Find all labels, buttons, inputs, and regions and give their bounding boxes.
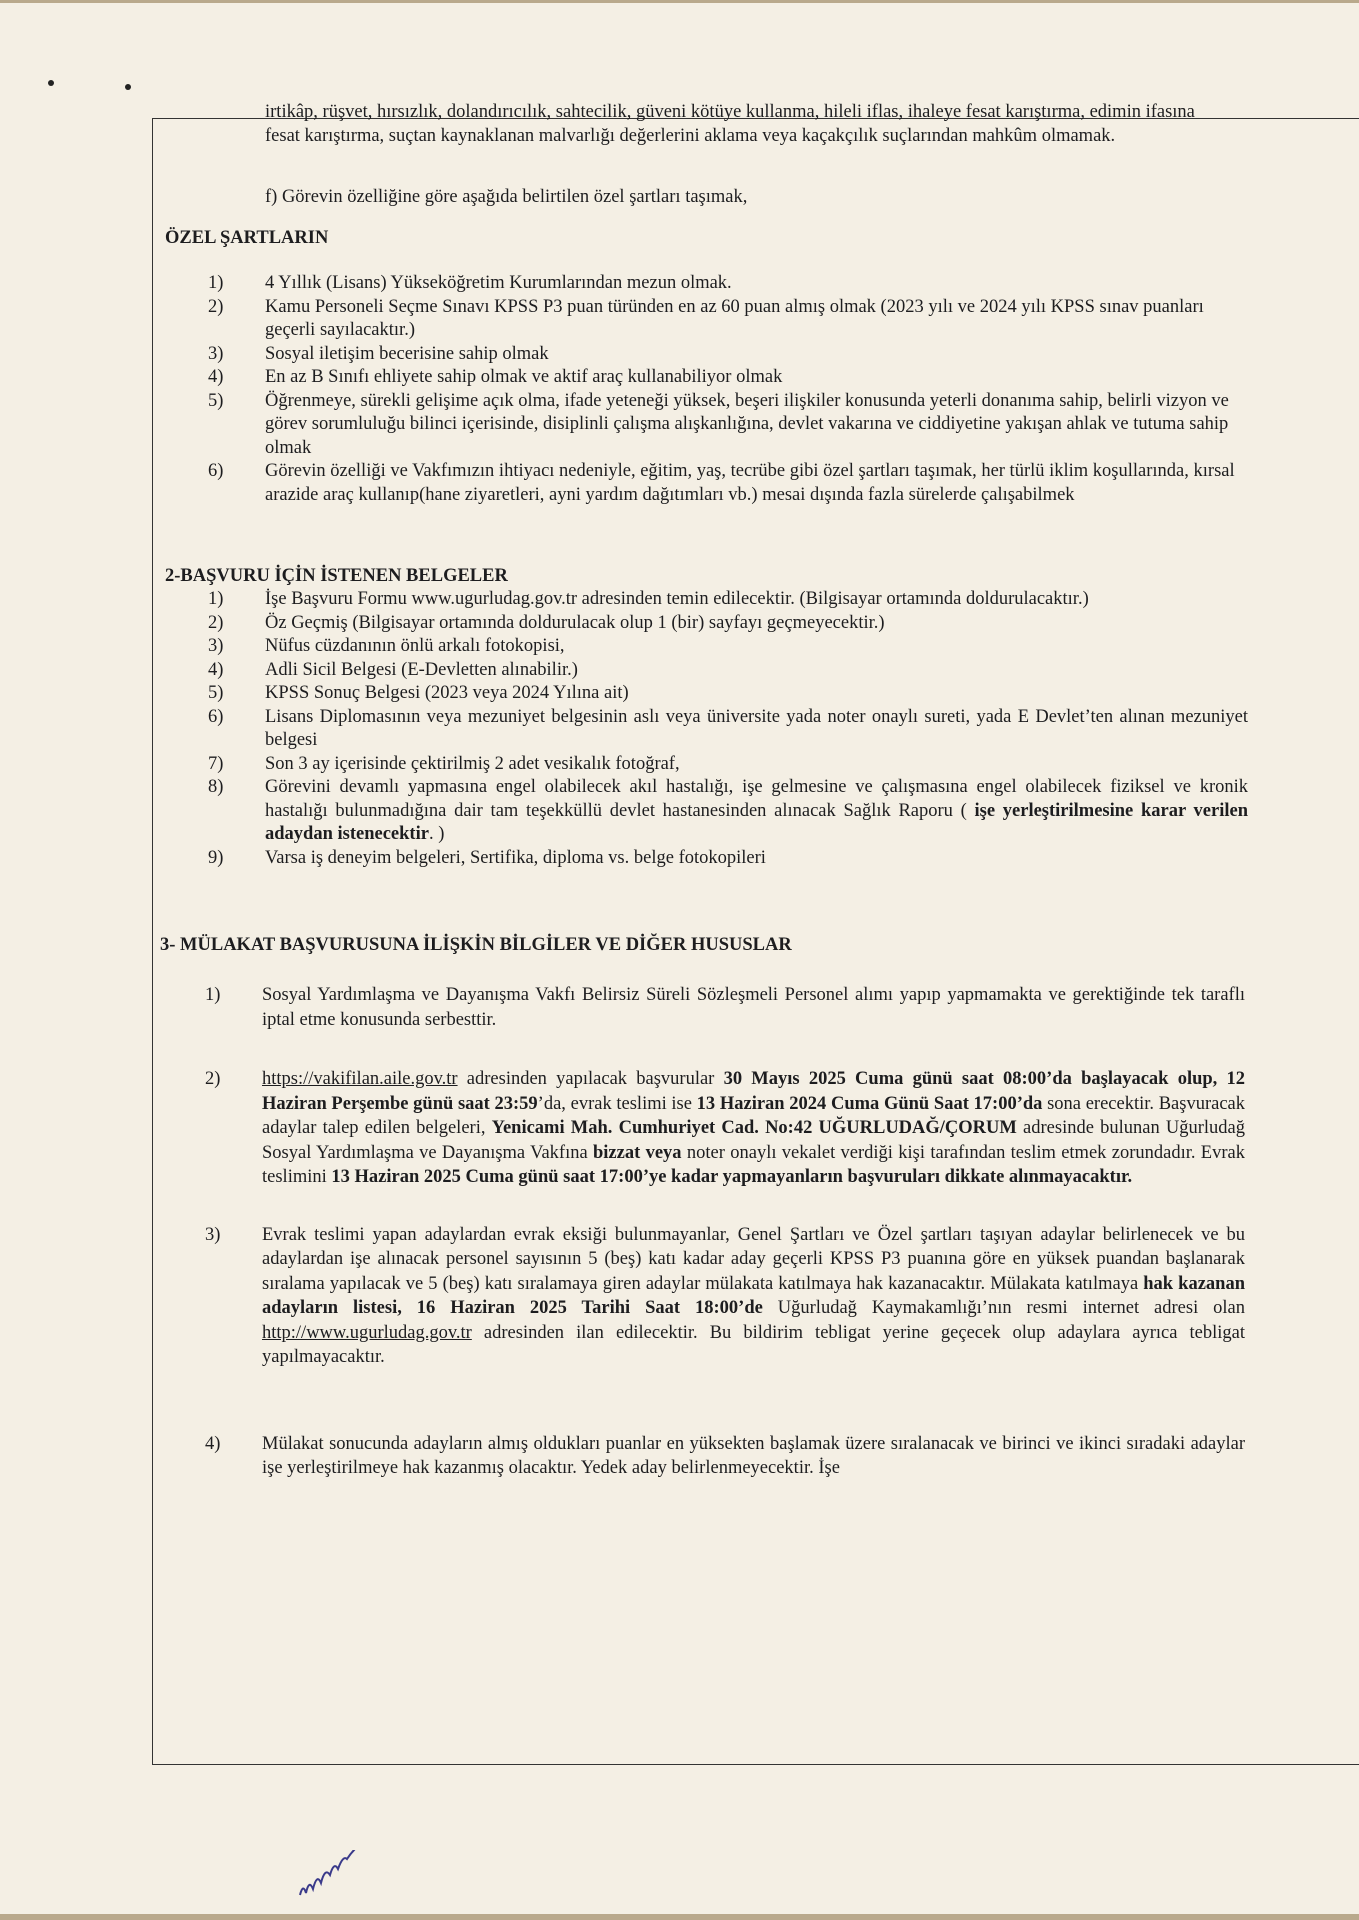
- section-heading-belgeler: 2-BAŞVURU İÇİN İSTENEN BELGELER: [165, 566, 508, 586]
- list-item: [208, 682, 1248, 706]
- text-segment: Görevini devamlı yapmasına engel olabilecek akıl hastalığı, işe gelmesine ve çalışmasına engel olabilecek fiziksel ve kronik hastalığı bulunmadığına dair tam teşekküllü devlet hastanesinden alınacak Sağlık Raporu (: [265, 777, 1248, 821]
- mulakat-list: [205, 983, 1245, 1481]
- list-item-text: [265, 272, 1248, 296]
- list-item-number: 3): [205, 1224, 221, 1245]
- list-item-number: 4): [208, 659, 224, 680]
- text-segment: Kamu Personeli Seçme Sınavı KPSS P3 puan türünden en az 60 puan almış olmak (2023 yılı ve 2024 yılı KPSS sınav puanları geçerli sayılacaktır.): [265, 296, 1204, 340]
- bold-text: Yenicami Mah. Cumhuriyet Cad. No:42 UĞURLUDAĞ/ÇORUM: [491, 1118, 1017, 1138]
- bold-text: 13 Haziran 2025 Cuma günü saat 17:00’ye kadar yapmayanların başvuruları dikkate alınmayacaktır.: [331, 1167, 1133, 1187]
- list-item-number: 9): [208, 847, 224, 868]
- list-item: [208, 753, 1248, 777]
- text-segment: KPSS Sonuç Belgesi (2023 veya 2024 Yılına ait): [265, 683, 629, 703]
- text-segment: ’da, evrak teslimi ise: [537, 1093, 697, 1114]
- list-item-text: [265, 366, 1248, 390]
- list-item-number: 4): [205, 1433, 221, 1454]
- list-item: [208, 847, 1248, 871]
- list-item-text: [265, 635, 1248, 659]
- list-item: [208, 635, 1248, 659]
- handwritten-initials: [295, 1850, 370, 1905]
- list-item-number: 2): [208, 612, 224, 633]
- list-item: [205, 983, 1245, 1032]
- list-item: [208, 460, 1248, 507]
- list-item-number: 1): [205, 985, 221, 1005]
- list-item-number: 5): [208, 683, 224, 703]
- punch-mark: [48, 80, 54, 86]
- scan-bottom-edge: [0, 1914, 1359, 1920]
- list-item-text: [265, 776, 1248, 847]
- list-item-number: 6): [208, 461, 224, 481]
- list-item-text: [265, 460, 1248, 507]
- text-segment: Evrak teslimi yapan adaylardan evrak eksiği bulunmayanlar, Genel Şartları ve Özel şartları taşıyan adaylar belirlenecek ve bu adaylardan işe alınacak personel sayısının 5 (beş) katı kadar aday geçerli KPSS P3 puanına göre en yüksek puandan başlanarak sıralama yapılacak ve 5 (beş) katı sıralamaya giren adaylar mülakata katılmaya hak kazanacaktır. Mülakata katılmaya: [262, 1224, 1245, 1294]
- text-segment: adresinden yapılacak başvurular: [457, 1069, 724, 1089]
- text-segment: Sosyal Yardımlaşma ve Dayanışma Vakfı Belirsiz Süreli Sözleşmeli Personel alımı yapıp yapmamakta ve gerektiğinde tek taraflı iptal etme konusunda serbesttir.: [262, 985, 1245, 1030]
- bold-text: hak kazanan adayların listesi, 16 Haziran 2025 Tarihi Saat 18:00’de: [262, 1273, 1245, 1318]
- link[interactable]: https://vakifilan.aile.gov.tr: [262, 1069, 458, 1089]
- list-item-number: 8): [208, 777, 224, 797]
- list-item-text: [262, 1067, 1245, 1190]
- list-item-number: 2): [205, 1069, 221, 1089]
- list-item-text: [265, 296, 1248, 343]
- text-segment: Mülakat sonucunda adayların almış oldukları puanlar en yüksekten başlamak üzere sıralanacak ve birinci ve ikinci sıradaki adaylar işe yerleştirilmeye hak kazanmış olacaktır. Yedek aday belirlenmeyecektir. İşe: [262, 1433, 1245, 1478]
- item-f: f) Görevin özelliğine göre aşağıda belirtilen özel şartları taşımak,: [265, 187, 748, 207]
- text-segment: Görevin özelliği ve Vakfımızın ihtiyacı nedeniyle, eğitim, yaş, tecrübe gibi özel şartları taşımak, her türlü iklim koşullarında, kırsal arazide araç kullanıp(hane ziyaretleri, ayni yardım dağıtımları vb.) mesai dışında fazla sürelerde çalışabilmek: [265, 461, 1235, 505]
- text-segment: Öz Geçmiş (Bilgisayar ortamında doldurulacak olup 1 (bir) sayfayı geçmeyecektir.): [265, 612, 885, 633]
- bold-text: işe yerleştirilmesine karar verilen adaydan istenecektir: [265, 800, 1248, 844]
- text-segment: Son 3 ay içerisinde çektirilmiş 2 adet vesikalık fotoğraf,: [265, 753, 680, 774]
- list-item: [205, 1223, 1245, 1370]
- list-item-number: 2): [208, 296, 224, 317]
- bold-text: 13 Haziran 2024 Cuma Günü Saat 17:00’da: [696, 1093, 1043, 1114]
- list-item-number: 3): [208, 343, 224, 364]
- list-item-number: 4): [208, 367, 224, 387]
- text-segment: Öğrenmeye, sürekli gelişime açık olma, ifade yeteneği yüksek, beşeri ilişkiler konusunda yeterli donanıma sahip, belirli vizyon ve görev sorumluluğu bilinci içerisinde, disiplinli çalışma alışkanlığına, devlet vakarına ve ciddiyetine yakışan ahlak ve tutuma sahip olmak: [265, 390, 1229, 458]
- bold-text: 30 Mayıs 2025 Cuma günü saat 08:00’da başlayacak olup, 12 Haziran Perşembe günü saat 23:59: [262, 1069, 1246, 1114]
- text-segment: Lisans Diplomasının veya mezuniyet belgesinin aslı veya üniversite yada noter onaylı sureti, yada E Devlet’ten alınan mezuniyet belgesi: [265, 706, 1248, 750]
- list-item-text: [265, 612, 1248, 636]
- punch-mark: [125, 84, 131, 90]
- list-item: [208, 390, 1248, 461]
- list-item: [208, 296, 1248, 343]
- list-item-number: 5): [208, 390, 224, 411]
- list-item: [208, 706, 1248, 753]
- list-item-number: 1): [208, 273, 224, 293]
- list-item-text: [265, 847, 1248, 871]
- bold-text: bizzat veya: [593, 1142, 682, 1163]
- list-item: [208, 366, 1248, 390]
- list-item-text: [262, 1432, 1245, 1481]
- text-segment: İşe Başvuru Formu www.ugurludag.gov.tr adresinden temin edilecektir. (Bilgisayar ortamında doldurulacaktır.): [265, 589, 1089, 609]
- list-item-text: [262, 983, 1245, 1032]
- list-item-text: [265, 390, 1248, 461]
- section-heading-ozel: ÖZEL ŞARTLARIN: [165, 228, 329, 248]
- list-item: [208, 659, 1248, 683]
- section-heading-mulakat: 3- MÜLAKAT BAŞVURUSUNA İLİŞKİN BİLGİLER VE DİĞER HUSUSLAR: [160, 935, 792, 955]
- list-item: [205, 1432, 1245, 1481]
- list-item: [208, 776, 1248, 847]
- list-item-number: 1): [208, 589, 224, 609]
- link[interactable]: http://www.ugurludag.gov.tr: [262, 1322, 472, 1343]
- list-item: [208, 272, 1248, 296]
- text-segment: 4 Yıllık (Lisans) Yükseköğretim Kurumlarından mezun olmak.: [265, 273, 732, 293]
- list-item: [208, 612, 1248, 636]
- text-segment: sona erecektir. Başvuracak adaylar talep edilen belgeleri,: [262, 1093, 1245, 1138]
- list-item-number: 7): [208, 753, 224, 774]
- text-segment: adresinde bulunan Uğurludağ Sosyal Yardımlaşma ve Dayanışma Vakfına: [262, 1118, 1246, 1163]
- list-item-text: [265, 588, 1248, 612]
- text-segment: En az B Sınıfı ehliyete sahip olmak ve aktif araç kullanabiliyor olmak: [265, 367, 783, 387]
- list-item-text: [265, 343, 1248, 367]
- ozel-list: [208, 272, 1248, 507]
- list-item-text: [265, 659, 1248, 683]
- text-segment: Varsa iş deneyim belgeleri, Sertifika, diploma vs. belge fotokopileri: [265, 847, 766, 868]
- list-item-number: 6): [208, 706, 224, 727]
- list-item-number: 3): [208, 636, 224, 656]
- intro-paragraph: irtikâp, rüşvet, hırsızlık, dolandırıcılık, sahtecilik, güveni kötüye kullanma, hileli iflas, ihaleye fesat karıştırma, edimin ifasına fesat karıştırma, suçtan kaynaklanan malvarlığı değerlerini aklama veya kaçakçılık suçlarından mahkûm olmamak.: [265, 102, 1195, 146]
- text-segment: adresinden ilan edilecektir. Bu bildirim tebligat yerine geçecek olup adaylara ayrıca tebligat yapılmayacaktır.: [262, 1322, 1245, 1367]
- list-item-text: [265, 753, 1248, 777]
- text-segment: Adli Sicil Belgesi (E-Devletten alınabilir.): [265, 659, 578, 680]
- scan-top-edge: [0, 0, 1359, 3]
- text-segment: noter onaylı vekalet verdiği kişi tarafından teslim etmek zorundadır. Evrak teslimini: [262, 1142, 1245, 1187]
- list-item: [208, 588, 1248, 612]
- list-item: [205, 1067, 1245, 1190]
- list-item: [208, 343, 1248, 367]
- list-item-text: [262, 1223, 1245, 1370]
- text-segment: . ): [428, 824, 445, 844]
- text-segment: Nüfus cüzdanının önlü arkalı fotokopisi,: [265, 636, 565, 656]
- list-item-text: [265, 706, 1248, 753]
- list-item-text: [265, 682, 1248, 706]
- text-segment: Sosyal iletişim becerisine sahip olmak: [265, 343, 549, 364]
- belgeler-list: [208, 588, 1248, 870]
- text-segment: Uğurludağ Kaymakamlığı’nın resmi internet adresi olan: [762, 1298, 1245, 1318]
